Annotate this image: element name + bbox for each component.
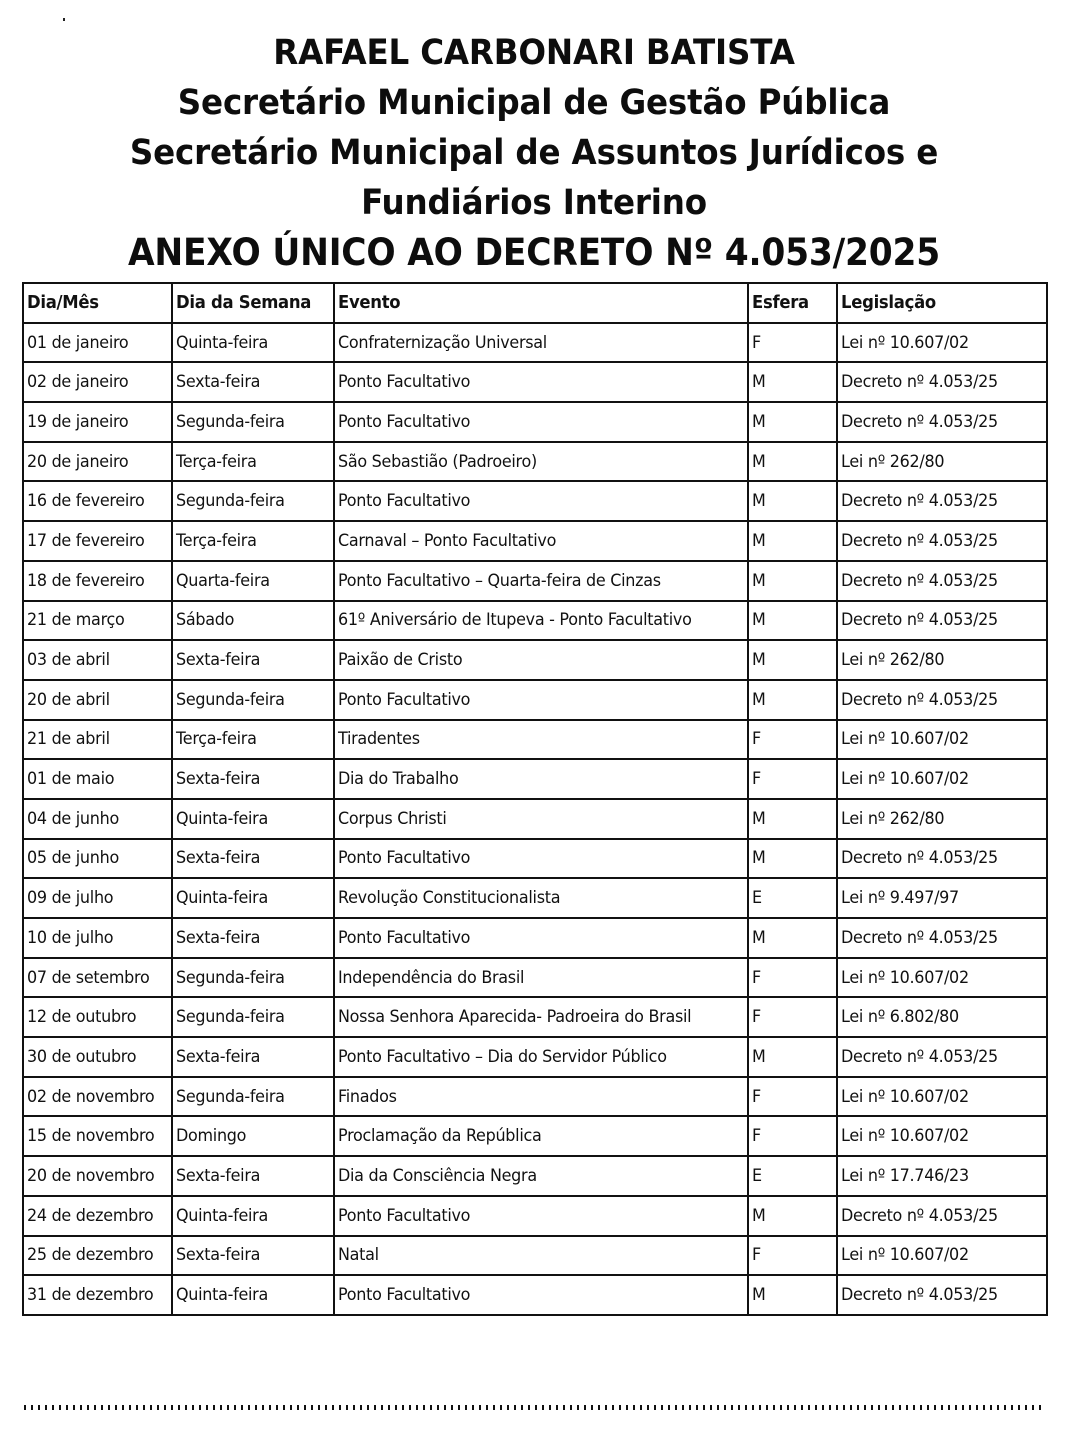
cell-sphere: M [748,402,837,442]
cell-sphere: M [748,1196,837,1236]
cell-date: 21 de março [23,601,172,641]
cell-date: 03 de abril [23,640,172,680]
cell-sphere: M [748,362,837,402]
table-row [23,1037,1047,1077]
cell-weekday: Segunda-feira [172,402,334,442]
cell-law: Lei nº 6.802/80 [837,997,1047,1037]
cell-date: 16 de fevereiro [23,481,172,521]
cell-law: Lei nº 262/80 [837,799,1047,839]
cell-event: Tiradentes [334,720,748,760]
cell-weekday: Segunda-feira [172,481,334,521]
table-row [23,720,1047,760]
cell-sphere: E [748,878,837,918]
cell-law: Lei nº 10.607/02 [837,1077,1047,1117]
cell-date: 10 de julho [23,918,172,958]
cell-law: Decreto nº 4.053/25 [837,1037,1047,1077]
cell-weekday: Segunda-feira [172,1077,334,1117]
table-row [23,1077,1047,1117]
cell-sphere: M [748,1275,837,1315]
cell-weekday: Sexta-feira [172,362,334,402]
cell-sphere: M [748,680,837,720]
cell-event: Paixão de Cristo [334,640,748,680]
table-row [23,521,1047,561]
table-row [23,1275,1047,1315]
cell-law: Lei nº 10.607/02 [837,1116,1047,1156]
cell-weekday: Sábado [172,601,334,641]
cell-event: Ponto Facultativo – Quarta-feira de Cinzas [334,561,748,601]
column-header-sphere: Esfera [748,283,837,323]
table-row [23,323,1047,363]
cell-event: Ponto Facultativo – Dia do Servidor Público [334,1037,748,1077]
cell-sphere: F [748,720,837,760]
cell-weekday: Segunda-feira [172,958,334,998]
cell-law: Decreto nº 4.053/25 [837,1275,1047,1315]
cell-weekday: Quinta-feira [172,1275,334,1315]
table-row [23,958,1047,998]
cell-law: Lei nº 262/80 [837,640,1047,680]
cell-event: Ponto Facultativo [334,839,748,879]
cell-law: Lei nº 10.607/02 [837,759,1047,799]
cell-weekday: Quarta-feira [172,561,334,601]
cell-weekday: Terça-feira [172,442,334,482]
table-row [23,759,1047,799]
cell-law: Decreto nº 4.053/25 [837,362,1047,402]
column-header-event: Evento [334,283,748,323]
cell-event: São Sebastião (Padroeiro) [334,442,748,482]
cell-law: Decreto nº 4.053/25 [837,839,1047,879]
cell-sphere: F [748,958,837,998]
cell-sphere: M [748,799,837,839]
holidays-table [22,282,1048,1316]
cell-date: 01 de janeiro [23,323,172,363]
cell-sphere: M [748,1037,837,1077]
cell-weekday: Quinta-feira [172,1196,334,1236]
cell-sphere: M [748,601,837,641]
cell-weekday: Sexta-feira [172,1156,334,1196]
cell-event: Independência do Brasil [334,958,748,998]
cell-weekday: Quinta-feira [172,799,334,839]
cell-event: Ponto Facultativo [334,1275,748,1315]
cell-weekday: Sexta-feira [172,1037,334,1077]
table-row [23,799,1047,839]
table-row [23,362,1047,402]
cell-date: 01 de maio [23,759,172,799]
cell-date: 20 de novembro [23,1156,172,1196]
column-header-law: Legislação [837,283,1047,323]
cell-law: Decreto nº 4.053/25 [837,601,1047,641]
table-row [23,918,1047,958]
cell-law: Lei nº 262/80 [837,442,1047,482]
document-header [0,28,1068,278]
cell-sphere: F [748,1116,837,1156]
cell-date: 18 de fevereiro [23,561,172,601]
cell-event: Ponto Facultativo [334,402,748,442]
cell-date: 05 de junho [23,839,172,879]
table-header-row [23,283,1047,323]
table-row [23,878,1047,918]
cell-date: 17 de fevereiro [23,521,172,561]
cell-event: Ponto Facultativo [334,680,748,720]
cell-event: Confraternização Universal [334,323,748,363]
cell-date: 02 de janeiro [23,362,172,402]
cell-weekday: Terça-feira [172,521,334,561]
cell-date: 21 de abril [23,720,172,760]
cell-sphere: F [748,997,837,1037]
cell-law: Lei nº 10.607/02 [837,720,1047,760]
signatory-title-2: Secretário Municipal de Assuntos Jurídicos e [129,133,939,173]
cell-weekday: Quinta-feira [172,323,334,363]
signatory-title-1: Secretário Municipal de Gestão Pública [177,83,891,123]
annex-title: ANEXO ÚNICO AO DECRETO Nº 4.053/2025 [127,231,941,274]
table-row [23,1116,1047,1156]
cell-law: Decreto nº 4.053/25 [837,402,1047,442]
cell-event: Finados [334,1077,748,1117]
cell-event: Proclamação da República [334,1116,748,1156]
cell-date: 04 de junho [23,799,172,839]
cell-date: 12 de outubro [23,997,172,1037]
table-row [23,640,1047,680]
table-row [23,442,1047,482]
cell-date: 31 de dezembro [23,1275,172,1315]
cell-sphere: F [748,759,837,799]
cell-law: Decreto nº 4.053/25 [837,521,1047,561]
table-row [23,402,1047,442]
cell-weekday: Sexta-feira [172,759,334,799]
cell-weekday: Terça-feira [172,720,334,760]
table-row [23,1196,1047,1236]
cell-law: Decreto nº 4.053/25 [837,680,1047,720]
cell-sphere: M [748,918,837,958]
cell-law: Lei nº 9.497/97 [837,878,1047,918]
cell-event: Dia do Trabalho [334,759,748,799]
cell-law: Decreto nº 4.053/25 [837,1196,1047,1236]
cell-law: Decreto nº 4.053/25 [837,918,1047,958]
cell-law: Lei nº 10.607/02 [837,323,1047,363]
cell-sphere: E [748,1156,837,1196]
cell-event: Carnaval – Ponto Facultativo [334,521,748,561]
cell-weekday: Segunda-feira [172,680,334,720]
cell-event: Ponto Facultativo [334,918,748,958]
cell-sphere: M [748,839,837,879]
cell-date: 15 de novembro [23,1116,172,1156]
scan-speck [63,18,65,21]
signatory-title-3: Fundiários Interino [361,183,707,223]
table-row [23,1236,1047,1276]
cell-sphere: M [748,442,837,482]
cell-weekday: Sexta-feira [172,1236,334,1276]
cell-event: Revolução Constitucionalista [334,878,748,918]
cell-event: Dia da Consciência Negra [334,1156,748,1196]
cell-weekday: Quinta-feira [172,878,334,918]
column-header-weekday: Dia da Semana [172,283,334,323]
cell-date: 25 de dezembro [23,1236,172,1276]
cell-date: 20 de janeiro [23,442,172,482]
column-header-date: Dia/Mês [23,283,172,323]
cell-law: Decreto nº 4.053/25 [837,481,1047,521]
cell-law: Lei nº 10.607/02 [837,1236,1047,1276]
cell-date: 20 de abril [23,680,172,720]
cell-sphere: M [748,521,837,561]
table-row [23,680,1047,720]
cell-event: Natal [334,1236,748,1276]
cell-date: 07 de setembro [23,958,172,998]
cell-sphere: F [748,1236,837,1276]
cell-date: 24 de dezembro [23,1196,172,1236]
cell-sphere: M [748,561,837,601]
cell-event: 61º Aniversário de Itupeva - Ponto Facultativo [334,601,748,641]
cell-date: 19 de janeiro [23,402,172,442]
table-row [23,561,1047,601]
cell-sphere: M [748,640,837,680]
cell-sphere: M [748,481,837,521]
cell-event: Ponto Facultativo [334,481,748,521]
table-row [23,839,1047,879]
table-row [23,601,1047,641]
cell-event: Ponto Facultativo [334,362,748,402]
table-row [23,997,1047,1037]
cell-event: Nossa Senhora Aparecida- Padroeira do Brasil [334,997,748,1037]
signatory-name: RAFAEL CARBONARI BATISTA [273,33,795,73]
cell-weekday: Domingo [172,1116,334,1156]
cell-weekday: Sexta-feira [172,640,334,680]
cell-law: Lei nº 10.607/02 [837,958,1047,998]
cell-event: Corpus Christi [334,799,748,839]
dotted-separator [24,1405,1044,1410]
cell-weekday: Segunda-feira [172,997,334,1037]
cell-event: Ponto Facultativo [334,1196,748,1236]
cell-date: 30 de outubro [23,1037,172,1077]
cell-sphere: F [748,323,837,363]
cell-law: Decreto nº 4.053/25 [837,561,1047,601]
cell-law: Lei nº 17.746/23 [837,1156,1047,1196]
table-row [23,481,1047,521]
table-row [23,1156,1047,1196]
cell-sphere: F [748,1077,837,1117]
cell-date: 02 de novembro [23,1077,172,1117]
cell-weekday: Sexta-feira [172,918,334,958]
cell-date: 09 de julho [23,878,172,918]
cell-weekday: Sexta-feira [172,839,334,879]
